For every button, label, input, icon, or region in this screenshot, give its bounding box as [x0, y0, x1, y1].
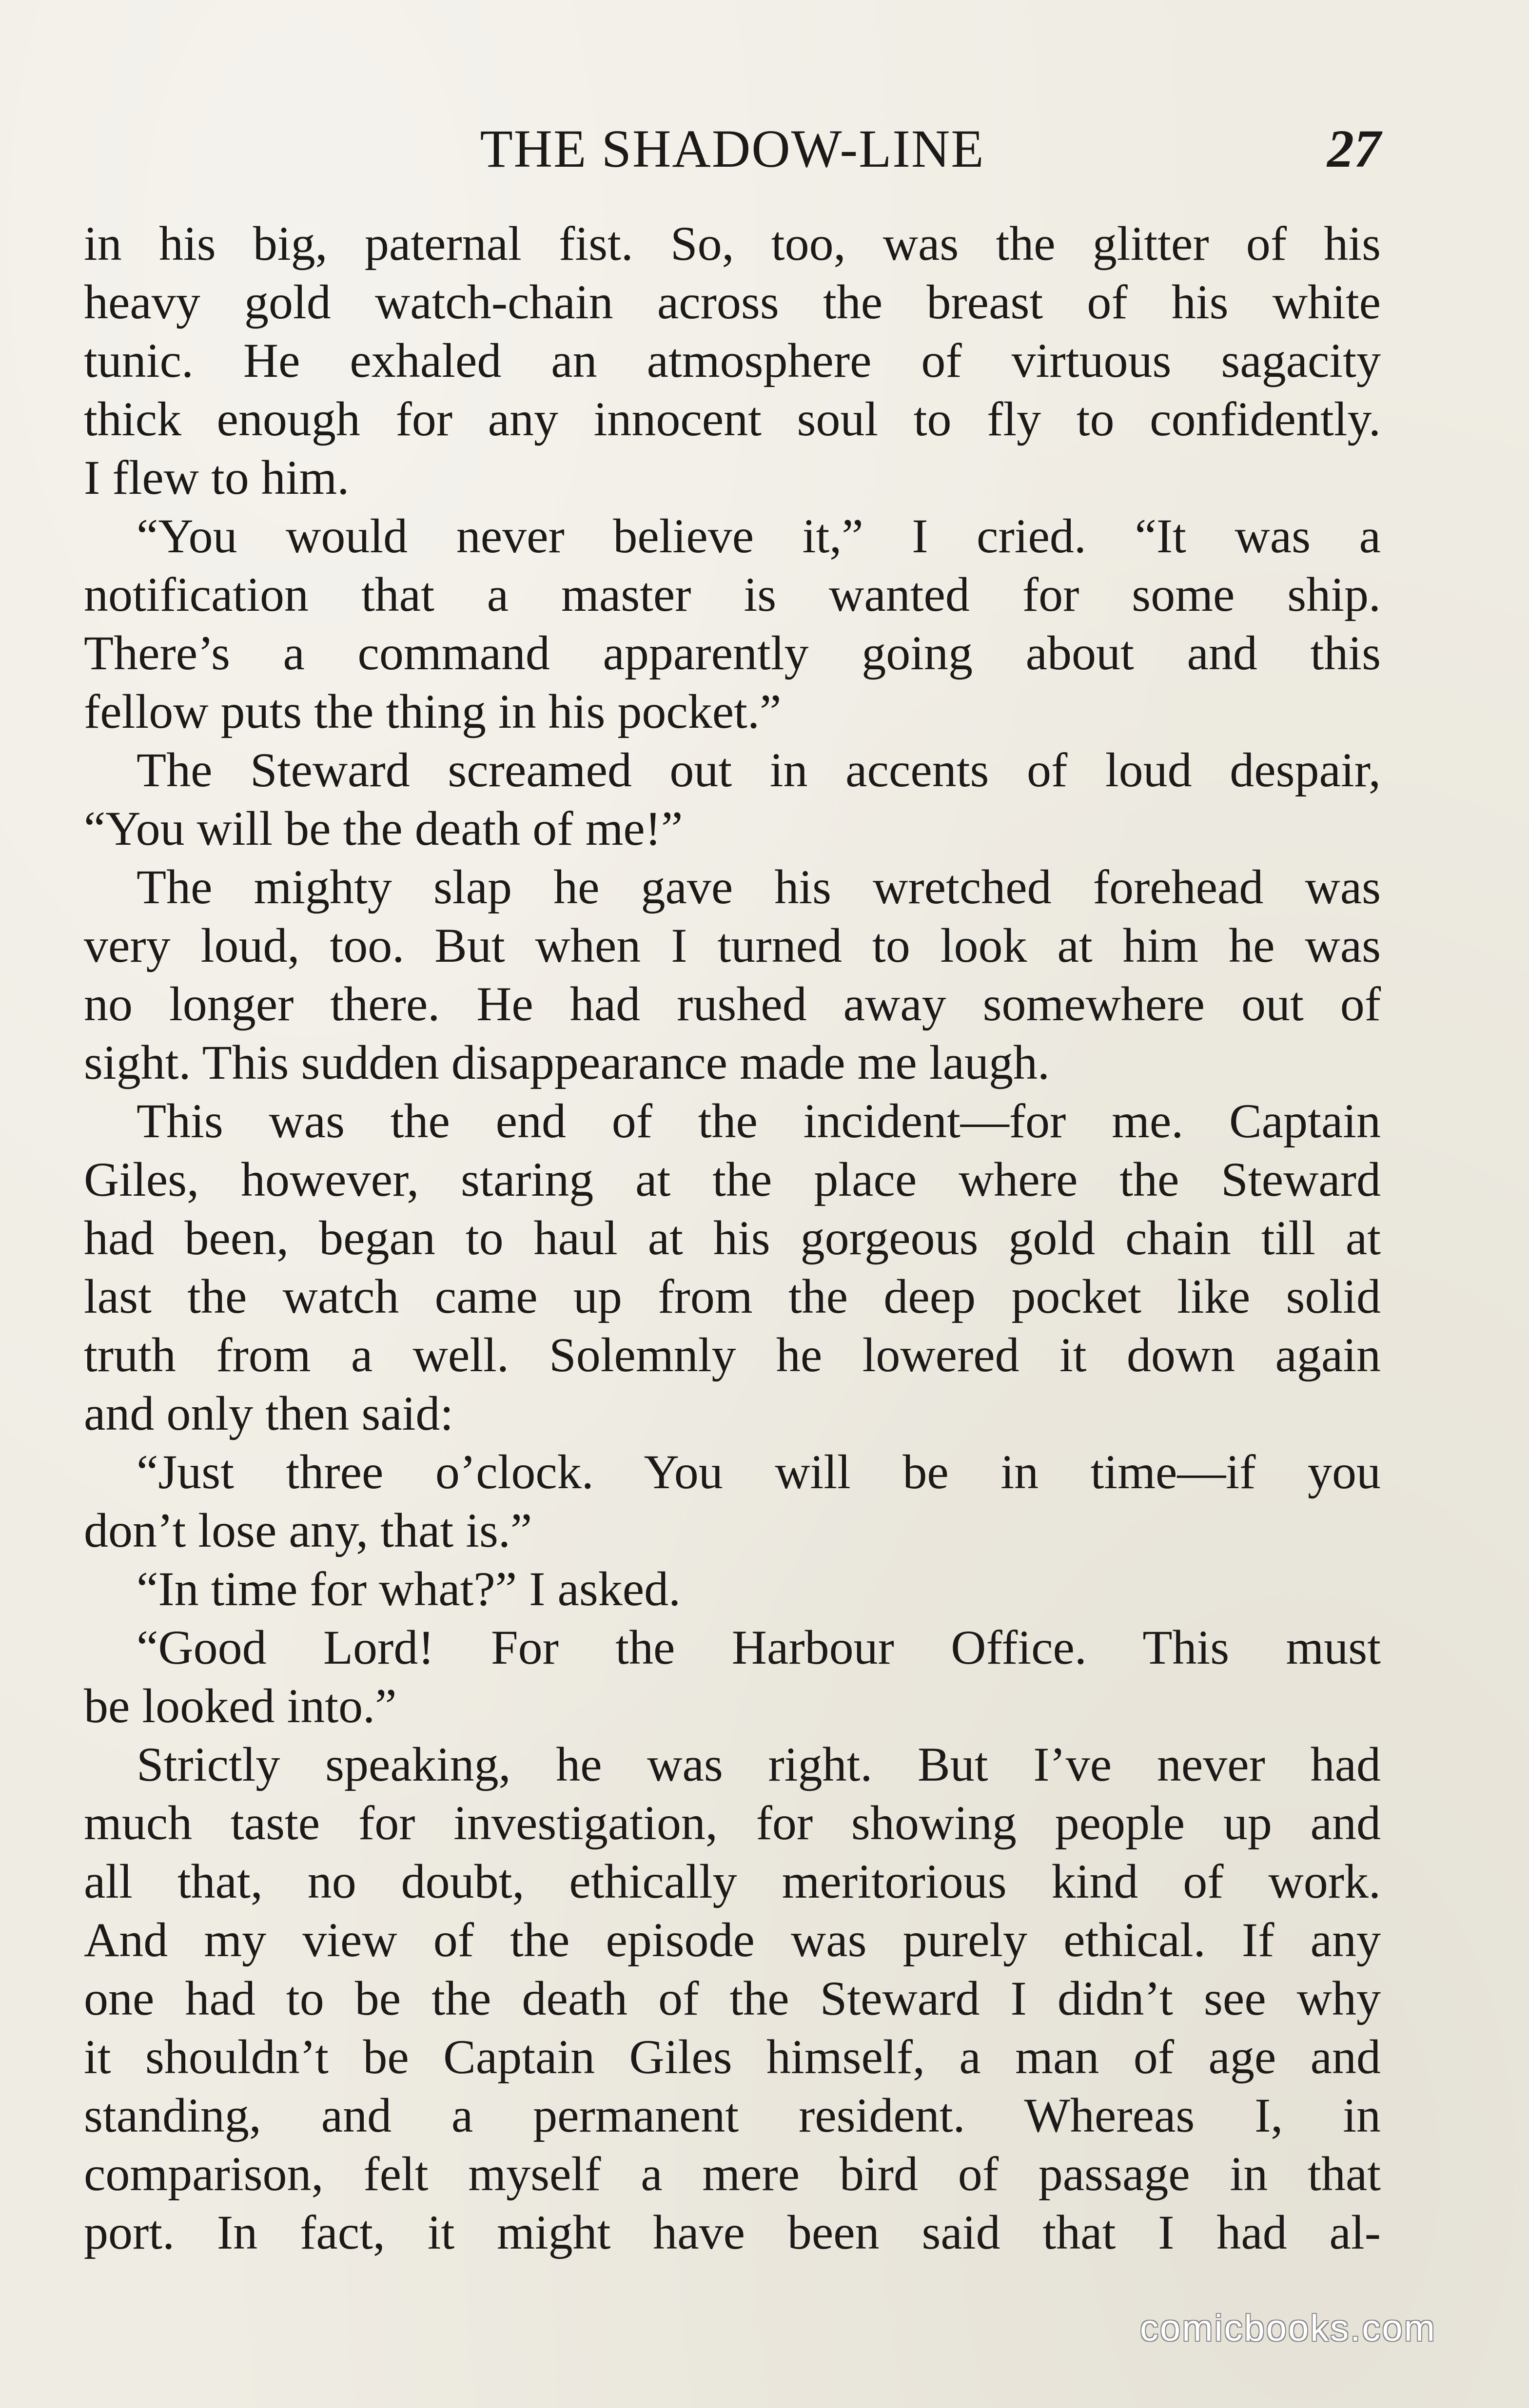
text-line: notification that a master is wanted for some ship.	[84, 567, 1381, 621]
text-line: no longer there. He had rushed away somewhere out of	[84, 977, 1381, 1031]
text-line: port. In fact, it might have been said that I had al-	[84, 2205, 1381, 2259]
page-header	[84, 112, 1381, 185]
text-line: one had to be the death of the Steward I didn’t see why	[84, 1971, 1381, 2025]
text-line: “Just three o’clock. You will be in time—if you	[137, 1445, 1381, 1499]
body-text	[84, 214, 1381, 2262]
text-line: had been, began to haul at his gorgeous gold chain till at	[84, 1211, 1381, 1265]
text-line: The mighty slap he gave his wretched forehead was	[137, 860, 1381, 914]
text-line: “You would never believe it,” I cried. “It was a	[137, 509, 1381, 563]
text-line: thick enough for any innocent soul to fly to confidently.	[84, 392, 1381, 446]
page-number: 27	[1327, 119, 1381, 178]
text-line: standing, and a permanent resident. Whereas I, in	[84, 2088, 1381, 2142]
watermark: comicbooks.com	[1140, 2308, 1436, 2349]
text-line: don’t lose any, that is.”	[84, 1503, 532, 1557]
text-line: heavy gold watch-chain across the breast of his white	[84, 275, 1381, 329]
text-line: tunic. He exhaled an atmosphere of virtuous sagacity	[84, 333, 1381, 388]
text-line: “In time for what?” I asked.	[137, 1562, 681, 1616]
text-line: “You will be the death of me!”	[84, 801, 683, 855]
text-line: truth from a well. Solemnly he lowered it down again	[84, 1328, 1381, 1382]
text-line: all that, no doubt, ethically meritorious kind of work.	[84, 1854, 1381, 1908]
text-line: much taste for investigation, for showing people up and	[84, 1796, 1381, 1850]
text-line: Giles, however, staring at the place where the Steward	[84, 1152, 1381, 1206]
text-line: sight. This sudden disappearance made me laugh.	[84, 1035, 1050, 1089]
text-line: comparison, felt myself a mere bird of passage in that	[84, 2147, 1381, 2201]
text-line: Strictly speaking, he was right. But I’ve never had	[137, 1737, 1381, 1791]
running-title: THE SHADOW-LINE	[480, 119, 985, 178]
text-line: fellow puts the thing in his pocket.”	[84, 684, 782, 738]
text-line: There’s a command apparently going about and this	[84, 626, 1381, 680]
text-line: be looked into.”	[84, 1679, 397, 1733]
text-line: very loud, too. But when I turned to look at him he was	[84, 918, 1381, 972]
text-line: I flew to him.	[84, 450, 350, 505]
text-line: and only then said:	[84, 1386, 454, 1440]
text-line: And my view of the episode was purely ethical. If any	[84, 1913, 1381, 1967]
text-line: The Steward screamed out in accents of loud despair,	[137, 743, 1381, 797]
text-line: it shouldn’t be Captain Giles himself, a man of age and	[84, 2030, 1381, 2084]
text-line: “Good Lord! For the Harbour Office. This must	[137, 1620, 1381, 1674]
text-line: in his big, paternal fist. So, too, was the glitter of his	[84, 216, 1381, 271]
text-line: last the watch came up from the deep pocket like solid	[84, 1269, 1381, 1323]
text-line: This was the end of the incident—for me. Captain	[137, 1094, 1381, 1148]
